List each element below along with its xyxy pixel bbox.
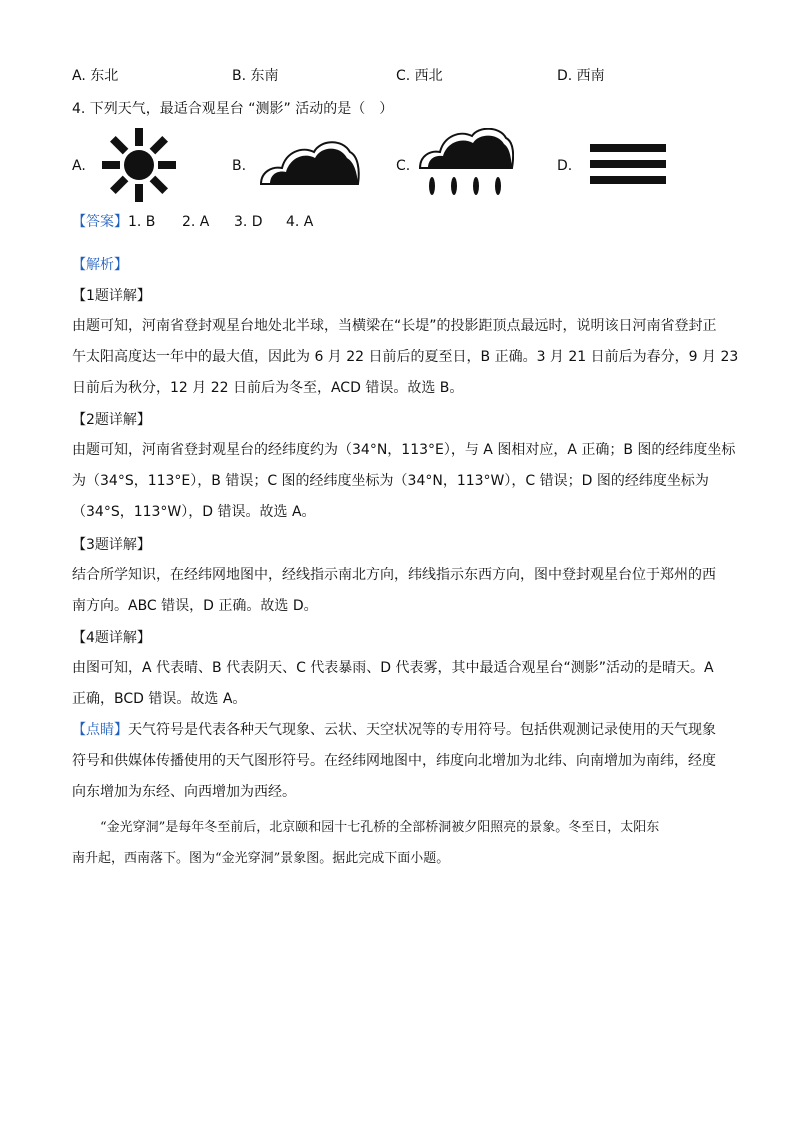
- q1-line-3: 日前后为秋分，12 月 22 日前后为冬至，ACD 错误。故选 B。: [72, 380, 464, 396]
- q4-title: 【4题详解】: [72, 630, 151, 646]
- q1-body: [72, 311, 739, 404]
- tip-line-1: [72, 715, 724, 746]
- q2-line-1: 由题可知，河南省登封观星台的经纬度约为（34°N，113°E），与 A 图相对应，A 正确；B 图的经纬度坐标: [72, 442, 736, 458]
- q2-title: 【2题详解】: [72, 412, 151, 428]
- analysis-tag: 【解析】: [72, 257, 128, 273]
- question-4-stem: 4. 下列天气，最适合观星台 “测影” 活动的是（ ）: [72, 101, 394, 117]
- q2-body: [72, 435, 736, 528]
- answer-1: 1. B: [128, 214, 156, 230]
- tip-line-3: 向东增加为东经、向西增加为西经。: [72, 784, 296, 800]
- q4-option-b-label: B.: [232, 158, 247, 174]
- q4-line-1: 由图可知，A 代表晴、B 代表阴天、C 代表暴雨、D 代表雾，其中最适合观星台“测影”活动的是晴天。A: [72, 660, 714, 676]
- option-c: C. 西北: [396, 68, 443, 84]
- q4-option-a-label: A.: [72, 158, 86, 174]
- tip-tag: 【点睛】: [72, 722, 128, 738]
- answer-3: 3. D: [234, 214, 263, 230]
- answer-tag: 【答案】: [72, 214, 128, 230]
- q4-line-2: 正确，BCD 错误。故选 A。: [72, 691, 247, 707]
- q2-line-3: （34°S，113°W），D 错误。故选 A。: [72, 504, 316, 520]
- fog-icon: [590, 144, 666, 186]
- tip-line-2: 符号和供媒体传播使用的天气图形符号。在经纬网地图中，纬度向北增加为北纬、向南增加为南纬，经度: [72, 753, 716, 769]
- q4-option-c-label: C.: [396, 158, 411, 174]
- q3-line-1: 结合所学知识，在经纬网地图中，经线指示南北方向，纬线指示东西方向，图中登封观星台位于郑州的西: [72, 567, 716, 583]
- tip-body: [72, 715, 724, 808]
- q1-title: 【1题详解】: [72, 288, 151, 304]
- option-a: A. 东北: [72, 68, 119, 84]
- q3-line-2: 南方向。ABC 错误，D 正确。故选 D。: [72, 598, 318, 614]
- passage-line-1: “金光穿洞”是每年冬至前后，北京颐和园十七孔桥的全部桥洞被夕阳照亮的景象。冬至日，太阳东: [100, 820, 660, 835]
- cloud-icon: [258, 136, 362, 188]
- sun-icon: [100, 126, 178, 204]
- q4-option-d-label: D.: [557, 158, 573, 174]
- q3-body: [72, 560, 724, 622]
- rain-cloud-icon: [418, 128, 514, 198]
- option-d: D. 西南: [557, 68, 605, 84]
- option-b: B. 东南: [232, 68, 279, 84]
- passage: [72, 812, 724, 874]
- q3-title: 【3题详解】: [72, 537, 151, 553]
- q4-body: [72, 653, 724, 715]
- answer-2: 2. A: [182, 214, 210, 230]
- answer-4: 4. A: [286, 214, 314, 230]
- q2-line-2: 为（34°S，113°E），B 错误；C 图的经纬度坐标为（34°N，113°W），C 错误；D 图的经纬度坐标为: [72, 473, 709, 489]
- tip-first-line: 天气符号是代表各种天气现象、云状、天空状况等的专用符号。包括供观测记录使用的天气现象: [128, 722, 716, 738]
- q1-line-1: 由题可知，河南省登封观星台地处北半球，当横梁在“长堤”的投影距顶点最远时，说明该日河南省登封正: [72, 318, 717, 334]
- passage-line-2: 南升起，西南落下。图为“金光穿洞”景象图。据此完成下面小题。: [72, 851, 450, 866]
- q1-line-2: 午太阳高度达一年中的最大值，因此为 6 月 22 日前后的夏至日，B 正确。3 月 21 日前后为春分，9 月 23: [72, 349, 739, 365]
